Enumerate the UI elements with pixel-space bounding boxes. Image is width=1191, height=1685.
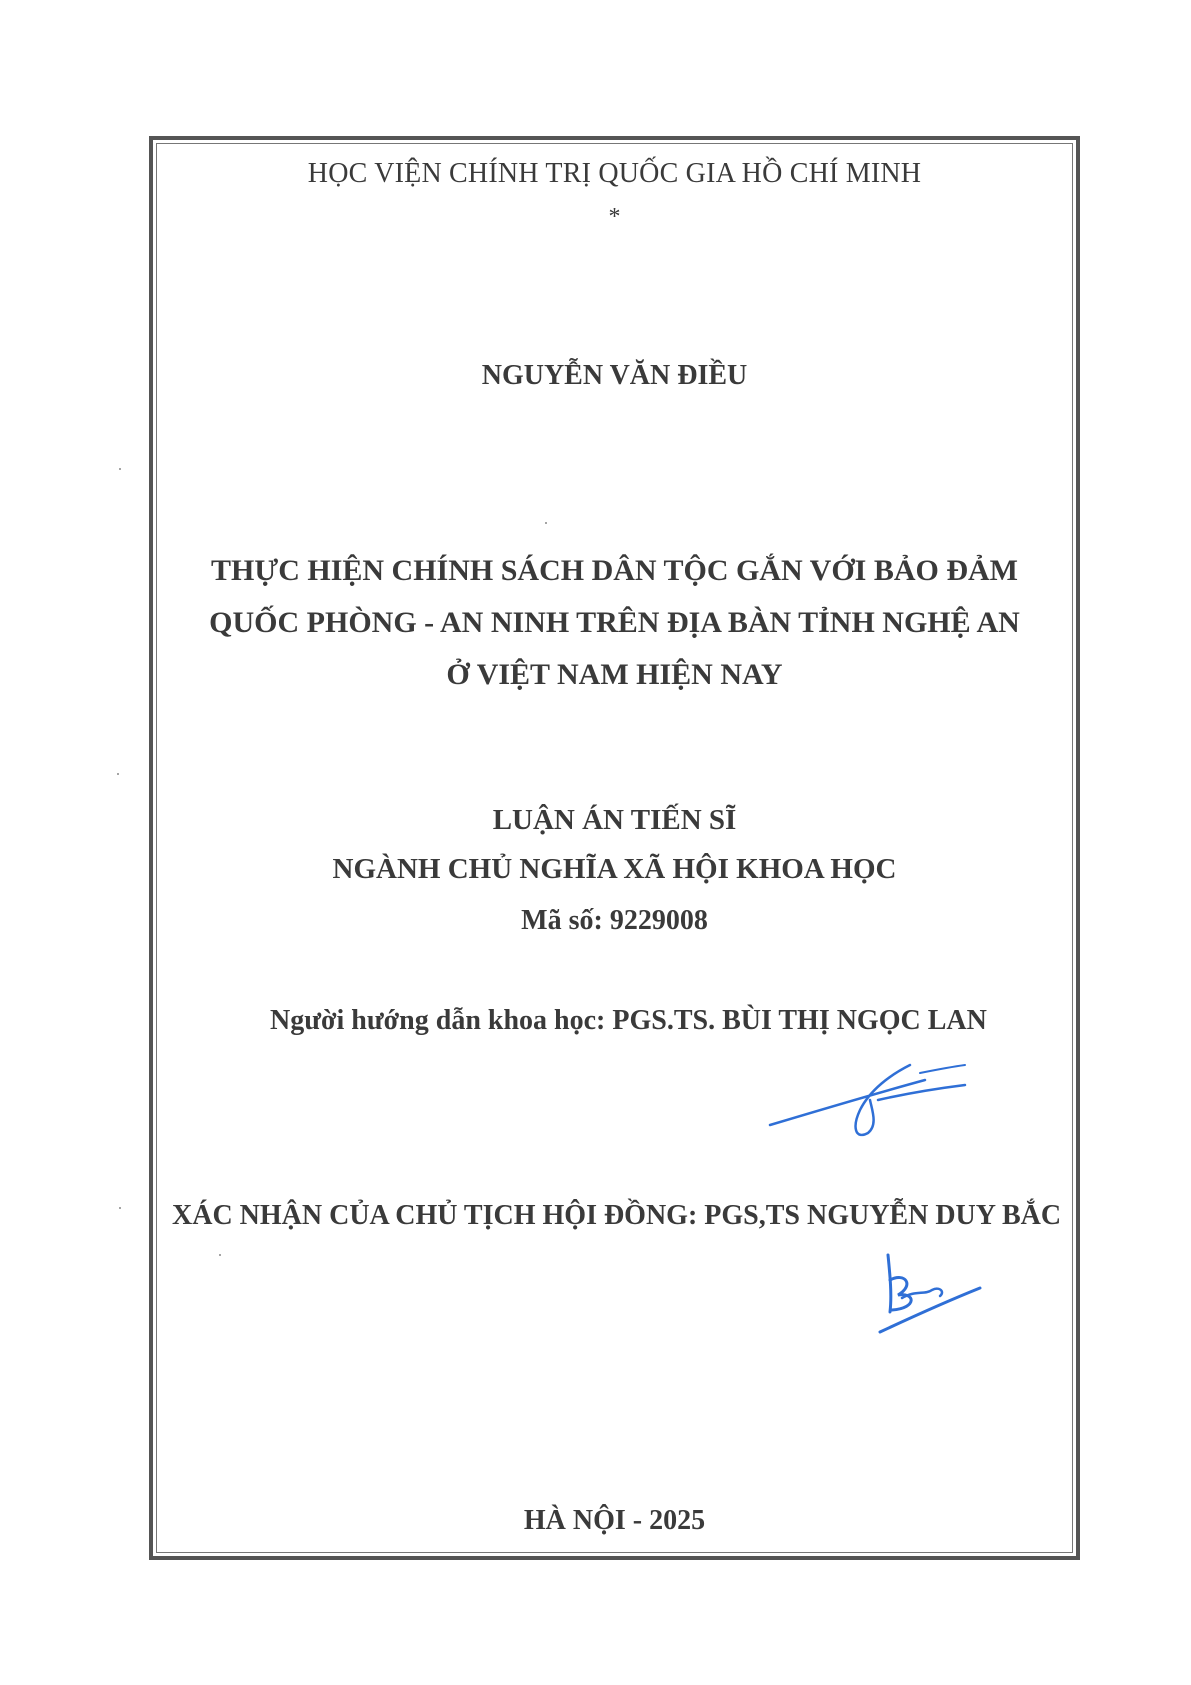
chair-confirmation: XÁC NHẬN CỦA CHỦ TỊCH HỘI ĐỒNG: PGS,TS NGUYỄN DUY BẮC [172, 1200, 1062, 1231]
scan-speck [545, 522, 547, 524]
thesis-title-line-1: THỰC HIỆN CHÍNH SÁCH DÂN TỘC GẮN VỚI BẢO ĐẢM [210, 554, 1018, 587]
scan-speck [219, 1254, 221, 1256]
major-name: NGÀNH CHỦ NGHĨA XÃ HỘI KHOA HỌC [332, 853, 897, 885]
separator-star: * [608, 204, 621, 230]
place-and-year: HÀ NỘI - 2025 [523, 1505, 706, 1536]
thesis-title-line-3: Ở VIỆT NAM HIỆN NAY [446, 658, 783, 691]
institute-name: HỌC VIỆN CHÍNH TRỊ QUỐC GIA HỒ CHÍ MINH [307, 158, 922, 189]
scan-speck [117, 773, 119, 775]
chair-signature [870, 1250, 990, 1340]
supervisor-line: Người hướng dẫn khoa học: PGS.TS. BÙI THỊ NGỌC LAN [270, 1005, 987, 1036]
scan-speck [119, 468, 121, 470]
supervisor-signature [760, 1055, 980, 1145]
author-name: NGUYỄN VĂN ĐIỀU [481, 360, 748, 391]
major-code: Mã số: 9229008 [521, 905, 708, 936]
scan-speck [119, 1207, 121, 1209]
thesis-title-line-2: QUỐC PHÒNG - AN NINH TRÊN ĐỊA BÀN TỈNH NGHỆ AN [209, 606, 1020, 639]
degree-type: LUẬN ÁN TIẾN SĨ [492, 804, 737, 836]
inner-border [156, 143, 1073, 1553]
